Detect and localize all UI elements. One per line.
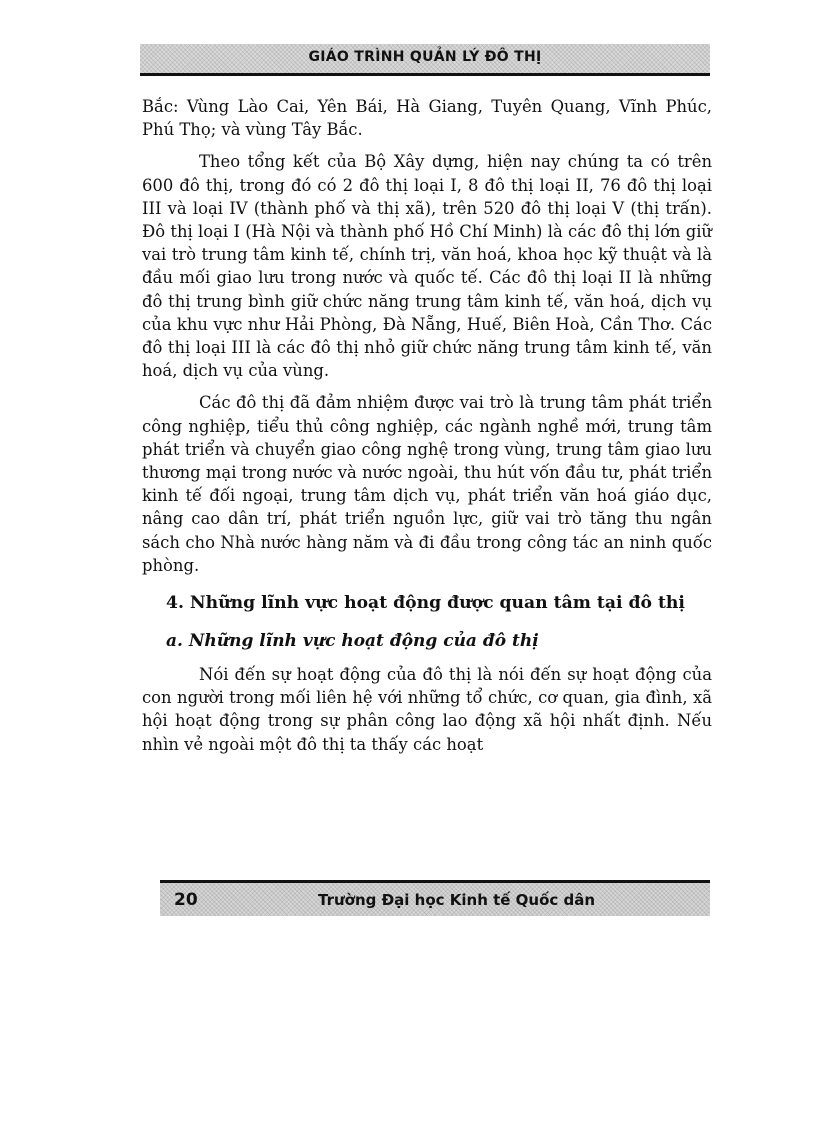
page-number: 20: [174, 890, 198, 910]
running-header-title: GIÁO TRÌNH QUẢN LÝ ĐÔ THỊ: [308, 49, 542, 65]
body-paragraph: Theo tổng kết của Bộ Xây dựng, hiện nay chúng ta có trên 600 đô thị, trong đó có 2 đô thị loại I, 8 đô thị loại II, 76 đô thị loại III và loại IV (thành phố và thị xã), trên 520 đô thị loại V (thị trấn). Đô thị loại I (Hà Nội và thành phố Hồ Chí Minh) là các đô thị lớn giữ vai trò trung tâm kinh tế, chính trị, văn hoá, khoa học kỹ thuật và là đầu mối giao lưu trong nước và quốc tế. Các đô thị loại II là những đô thị trung bình giữ chức năng trung tâm kinh tế, văn hoá, dịch vụ của khu vực như Hải Phòng, Đà Nẵng, Huế, Biên Hoà, Cần Thơ. Các đô thị loại III là các đô thị nhỏ giữ chức năng trung tâm kinh tế, văn hoá, dịch vụ của vùng.: [142, 152, 712, 381]
subsection-heading: a. Những lĩnh vực hoạt động của đô thị: [166, 631, 539, 652]
body-paragraph: Bắc: Vùng Lào Cai, Yên Bái, Hà Giang, Tuyên Quang, Vĩnh Phúc, Phú Thọ; và vùng Tây Bắc.: [142, 97, 712, 140]
running-footer: [160, 880, 710, 916]
body-paragraph: Nói đến sự hoạt động của đô thị là nói đến sự hoạt động của con người trong mối liên hệ với những tổ chức, cơ quan, gia đình, xã hội hoạt động trong sự phân công lao động xã hội nhất định. Nếu nhìn vẻ ngoài một đô thị ta thấy các hoạt: [142, 665, 712, 754]
page-body: [142, 95, 712, 765]
footer-institution: Trường Đại học Kinh tế Quốc dân: [318, 891, 596, 909]
section-heading: 4. Những lĩnh vực hoạt động được quan tâm tại đô thị: [166, 593, 685, 614]
running-header: [140, 44, 710, 76]
body-paragraph: Các đô thị đã đảm nhiệm được vai trò là trung tâm phát triển công nghiệp, tiểu thủ công nghiệp, các ngành nghề mới, trung tâm phát triển và chuyển giao công nghệ trong vùng, trung tâm giao lưu thương mại trong nước và nước ngoài, thu hút vốn đầu tư, phát triển kinh tế đối ngoại, trung tâm dịch vụ, phát triển văn hoá giáo dục, nâng cao dân trí, phát triển nguồn lực, giữ vai trò tăng thu ngân sách cho Nhà nước hàng năm và đi đầu trong công tác an ninh quốc phòng.: [142, 393, 712, 575]
